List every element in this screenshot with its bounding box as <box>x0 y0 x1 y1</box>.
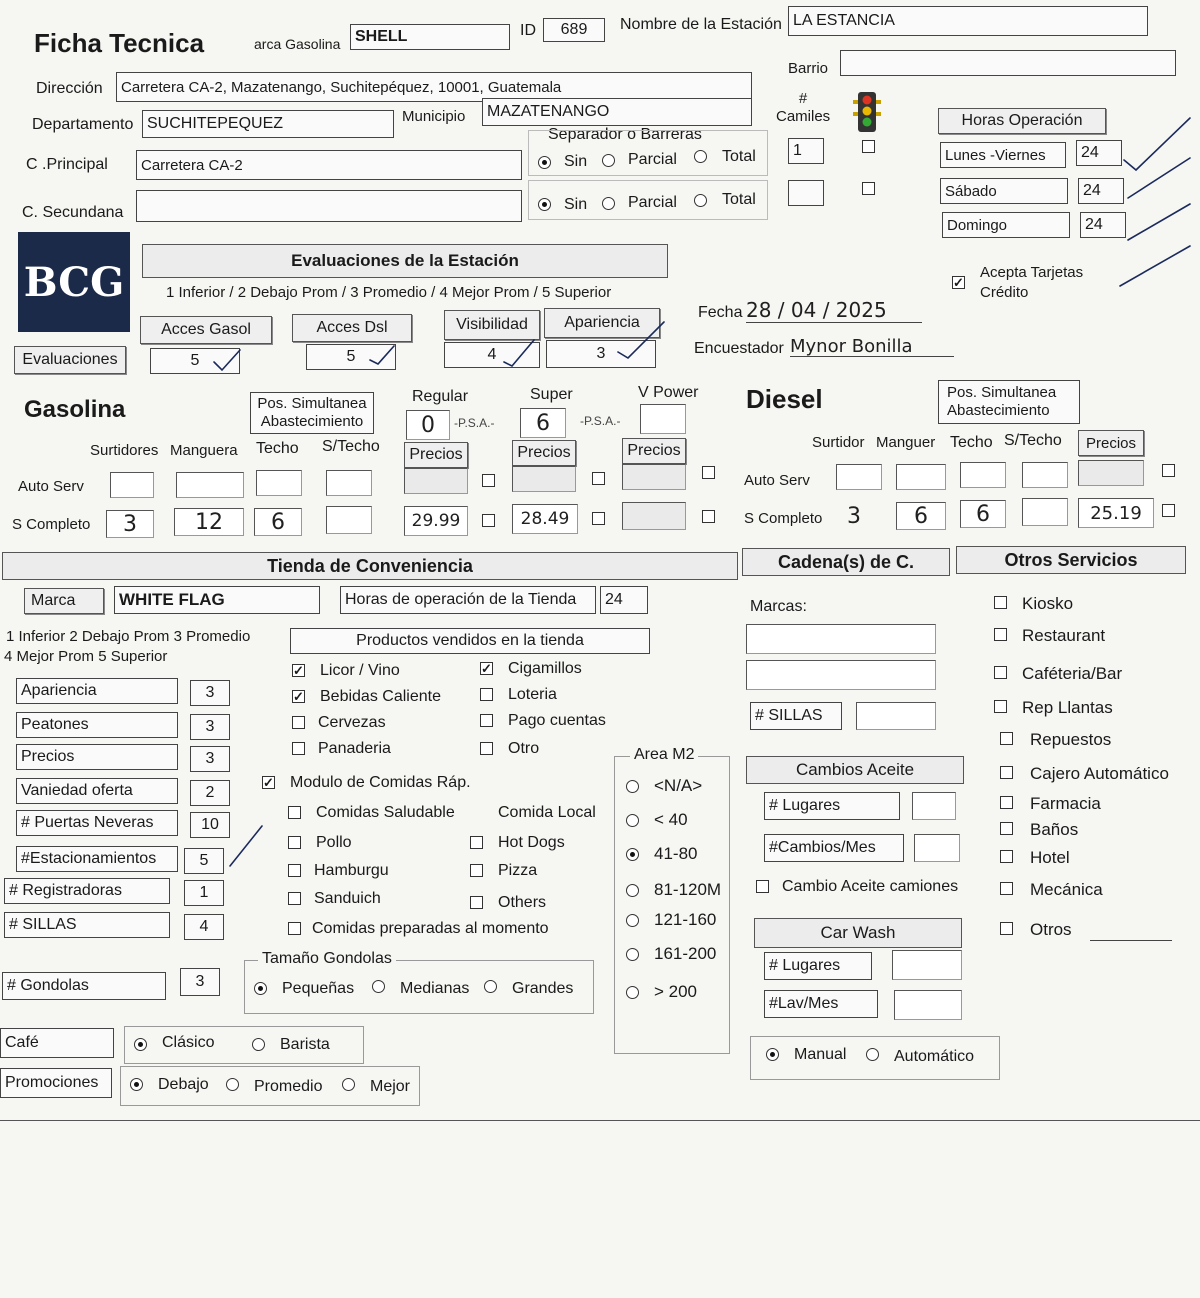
diesel-sc-precio-value: 25.19 <box>1090 502 1142 524</box>
calle-secundaria-label: C. Secundana <box>22 204 124 221</box>
diesel-sc-surtidor-value[interactable]: 3 <box>847 503 861 529</box>
evaluaciones-title: Evaluaciones de la Estación <box>142 244 668 278</box>
others-label: Others <box>498 894 547 911</box>
rating-label-6: # Registradoras <box>4 878 170 904</box>
cadena-sillas-label: # SILLAS <box>750 702 842 730</box>
hotdogs-label: Hot Dogs <box>498 834 565 851</box>
regular-pos-value: 0 <box>421 412 435 438</box>
visibilidad-label: Visibilidad <box>444 310 540 340</box>
apariencia-field[interactable]: 3 <box>546 340 656 368</box>
diesel-pos-line2: Abastecimiento <box>947 402 1050 419</box>
separador2-total-label: Total <box>722 191 756 208</box>
area-option-label-0: <N/A> <box>654 776 703 795</box>
encuestador-value[interactable]: Mynor Bonilla <box>790 335 913 357</box>
gasolina-pos-line2: Abastecimiento <box>260 413 364 430</box>
sc-surtidores-value: 3 <box>123 511 137 537</box>
rating-value-2[interactable]: 3 <box>190 746 230 772</box>
cafe-label: Café <box>0 1028 114 1058</box>
super-psa-label: -P.S.A.- <box>580 414 621 428</box>
promociones-label: Promociones <box>0 1068 112 1098</box>
fecha-value[interactable]: 28 / 04 / 2025 <box>746 298 887 322</box>
rating-value-1[interactable]: 3 <box>190 714 230 740</box>
sc-regular-precio-value: 29.99 <box>411 511 461 531</box>
rating-label-7: # SILLAS <box>4 912 170 938</box>
lav-mes-label: #Lav/Mes <box>764 990 878 1018</box>
stecho-label: S/Techo <box>322 438 380 455</box>
marca-gasolina-field[interactable]: SHELL <box>350 24 510 50</box>
otros-servicios-title: Otros Servicios <box>956 546 1186 574</box>
barista-label: Barista <box>280 1036 330 1053</box>
separador1-sin-label: Sin <box>564 153 588 170</box>
tienda-scale-1: 1 Inferior 2 Debajo Prom 3 Promedio <box>6 628 251 645</box>
separador1-parcial-label: Parcial <box>628 151 677 168</box>
pizza-label: Pizza <box>498 862 538 879</box>
direccion-label: Dirección <box>36 80 103 97</box>
comida-local-label: Comida Local <box>498 804 596 821</box>
rating-value-0[interactable]: 3 <box>190 680 230 706</box>
automatico-label: Automático <box>894 1048 975 1065</box>
separador-title: Separador o Barreras <box>548 126 702 143</box>
rating-label-1: Peatones <box>16 712 178 738</box>
sabado-field[interactable]: 24 <box>1078 178 1124 204</box>
otros-label-4: Repuestos <box>1030 730 1112 749</box>
area-option-label-5: 161-200 <box>654 944 717 963</box>
medianas-label: Medianas <box>400 980 470 997</box>
manguera-label: Manguera <box>170 442 238 459</box>
tamano-gondolas-title: Tamaño Gondolas <box>258 950 396 968</box>
bebidas-label: Bebidas Caliente <box>320 688 441 705</box>
nombre-estacion-label: Nombre de la Estación <box>620 16 782 33</box>
separador2-parcial-label: Parcial <box>628 194 677 211</box>
hw-check-estacionamientos <box>230 826 262 866</box>
municipio-label: Municipio <box>402 108 466 125</box>
pago-cuentas-label: Pago cuentas <box>508 712 606 729</box>
rating-label-2: Precios <box>16 744 178 770</box>
form-bottom-border <box>0 1120 1200 1121</box>
rating-value-3[interactable]: 2 <box>190 780 230 806</box>
area-option-label-4: 121-160 <box>654 910 717 929</box>
diesel-sc-techo-value: 6 <box>976 501 990 527</box>
diesel-auto-serv-label: Auto Serv <box>744 472 810 489</box>
domingo-field[interactable]: 24 <box>1080 212 1126 238</box>
direccion-field[interactable]: Carretera CA-2, Mazatenango, Suchitepéquez, 10001, Guatemala <box>116 72 752 102</box>
hw-check-acces-gasol <box>214 350 240 370</box>
otros-label-8: Hotel <box>1030 848 1070 867</box>
regular-precios-header: Precios <box>404 442 468 468</box>
pequenas-label: Pequeñas <box>282 980 355 997</box>
productos-title: Productos vendidos en la tienda <box>290 628 650 654</box>
otros-label-1: Restaurant <box>1022 626 1106 645</box>
gasolina-pos-line1: Pos. Simultanea <box>257 395 367 412</box>
hw-check-tarjetas <box>1120 246 1190 286</box>
licor-label: Licor / Vino <box>320 662 400 679</box>
calle-principal-field[interactable]: Carretera CA-2 <box>136 150 522 180</box>
departamento-label: Departamento <box>32 116 134 133</box>
area-option-label-2: 41-80 <box>654 844 698 863</box>
panaderia-label: Panaderia <box>318 740 391 757</box>
sc-super-precio-value: 28.49 <box>520 509 570 529</box>
acces-dsl-field[interactable]: 5 <box>306 344 396 370</box>
vpower-precios-header: Precios <box>622 438 686 464</box>
pollo-label: Pollo <box>316 834 352 851</box>
vpower-label: V Power <box>638 384 699 401</box>
sabado-label: Sábado <box>940 178 1068 204</box>
otros-label-7: Baños <box>1030 820 1079 839</box>
acepta-tarjetas-label: Acepta Tarjetas <box>980 264 1084 281</box>
otros-label-0: Kiosko <box>1022 594 1074 613</box>
otros-label-10: Otros <box>1030 920 1072 939</box>
otros-label-9: Mecánica <box>1030 880 1103 899</box>
regular-psa-label: -P.S.A.- <box>454 416 495 430</box>
encuestador-label: Encuestador <box>694 340 784 357</box>
separador2-sin-label: Sin <box>564 196 588 213</box>
gondolas-label: # Gondolas <box>2 972 166 1000</box>
surtidores-label: Surtidores <box>90 442 159 459</box>
acces-gasol-field[interactable]: 5 <box>150 348 240 374</box>
diesel-surtidor-label: Surtidor <box>812 434 865 451</box>
saludable-label: Comidas Saludable <box>316 804 455 821</box>
cambio-camiones-label: Cambio Aceite camiones <box>782 878 959 895</box>
clasico-label: Clásico <box>162 1034 215 1051</box>
acepta-credito-label: Crédito <box>980 284 1029 301</box>
sanduich-label: Sanduich <box>314 890 381 907</box>
rating-value-6[interactable]: 1 <box>184 880 224 906</box>
super-label: Super <box>530 386 573 403</box>
apariencia-label: Apariencia <box>544 308 660 338</box>
diesel-techo-label: Techo <box>950 434 993 451</box>
separador1-total-label: Total <box>722 148 756 165</box>
mejor-label: Mejor <box>370 1078 411 1095</box>
diesel-s-completo-label: S Completo <box>744 510 823 527</box>
modulo-comidas-label: Modulo de Comidas Ráp. <box>290 774 471 791</box>
hw-check-acces-dsl <box>370 346 394 364</box>
cervezas-label: Cervezas <box>318 714 386 731</box>
cigarrillos-label: Cigamillos <box>508 660 582 677</box>
hw-check-domingo <box>1128 204 1190 240</box>
otros-label-3: Rep Llantas <box>1022 698 1113 717</box>
hw-check-visibilidad <box>504 340 534 366</box>
rating-value-7[interactable]: 4 <box>184 914 224 940</box>
preparadas-label: Comidas preparadas al momento <box>312 920 549 937</box>
id-field[interactable]: 689 <box>543 18 605 42</box>
hw-check-sabado <box>1128 158 1190 198</box>
tienda-horas-label: Horas de operación de la Tienda <box>340 586 596 614</box>
gondolas-field[interactable]: 3 <box>180 968 220 996</box>
diesel-title: Diesel <box>746 384 823 414</box>
calle-principal-label: C .Principal <box>26 156 108 173</box>
area-option-label-1: < 40 <box>654 810 688 829</box>
acces-gasol-label: Acces Gasol <box>140 316 272 344</box>
tienda-title: Tienda de Conveniencia <box>2 552 738 580</box>
evaluaciones-scale: 1 Inferior / 2 Debajo Prom / 3 Promedio / 4 Mejor Prom / 5 Superior <box>166 284 612 301</box>
debajo-label: Debajo <box>158 1076 209 1093</box>
rating-label-0: Apariencia <box>16 678 178 704</box>
diesel-sc-manguer-value: 6 <box>914 503 928 529</box>
diesel-pos-line1: Pos. Simultanea <box>947 384 1057 401</box>
otros-label-2: Caféteria/Bar <box>1022 664 1123 683</box>
cadena-title: Cadena(s) de C. <box>742 548 950 576</box>
visibilidad-field[interactable]: 4 <box>444 342 540 368</box>
page-title: Ficha Tecnica <box>34 28 205 58</box>
regular-label: Regular <box>412 388 469 405</box>
hw-check-apariencia <box>618 322 664 358</box>
marca-gasolina-label: arca Gasolina <box>254 36 341 52</box>
cambios-aceite-title: Cambios Aceite <box>746 756 964 784</box>
otro-label: Otro <box>508 740 540 757</box>
manual-label: Manual <box>794 1046 847 1063</box>
sc-techo-value: 6 <box>271 509 285 535</box>
grandes-label: Grandes <box>512 980 574 997</box>
departamento-field[interactable]: SUCHITEPEQUEZ <box>142 110 394 138</box>
municipio-field[interactable]: MAZATENANGO <box>482 98 752 126</box>
camiones-field-1[interactable]: 1 <box>788 138 824 164</box>
evaluaciones-button[interactable]: Evaluaciones <box>14 346 126 374</box>
area-option-label-3: 81-120M <box>654 880 722 899</box>
tienda-horas-field[interactable]: 24 <box>600 586 648 614</box>
rating-label-5: #Estacionamientos <box>16 846 178 872</box>
lunes-viernes-field[interactable]: 24 <box>1076 140 1122 166</box>
loteria-label: Loteria <box>508 686 557 703</box>
otros-label-5: Cajero Automático <box>1030 764 1169 783</box>
lunes-viernes-label: Lunes -Viernes <box>940 142 1066 168</box>
diesel-stecho-label: S/Techo <box>1004 432 1062 449</box>
nombre-estacion-field[interactable]: LA ESTANCIA <box>788 6 1148 36</box>
barrio-label: Barrio <box>788 60 829 77</box>
cambios-mes-label: #Cambios/Mes <box>764 834 904 862</box>
tienda-marca-label: Marca <box>24 588 104 614</box>
id-label: ID <box>520 22 536 39</box>
bcg-logo: BCG <box>18 232 130 332</box>
area-m2-title: Area M2 <box>630 746 698 764</box>
super-precios-header: Precios <box>512 440 576 466</box>
acces-dsl-label: Acces Dsl <box>292 314 412 342</box>
rating-label-4: # Puertas Neveras <box>16 810 178 836</box>
hamburgu-label: Hamburgu <box>314 862 389 879</box>
area-option-label-6: > 200 <box>654 982 698 1001</box>
domingo-label: Domingo <box>942 212 1070 238</box>
sc-manguera-value: 12 <box>195 509 223 535</box>
rating-value-5[interactable]: 5 <box>184 848 224 874</box>
tienda-marca-field[interactable]: WHITE FLAG <box>114 586 320 614</box>
fecha-label: Fecha <box>698 304 743 321</box>
cambios-lugares-label: # Lugares <box>764 792 900 820</box>
hw-check-lunes <box>1124 118 1190 170</box>
rating-value-4[interactable]: 10 <box>190 812 230 838</box>
gasolina-title: Gasolina <box>24 396 126 423</box>
carwash-lugares-label: # Lugares <box>764 952 872 980</box>
diesel-manguer-label: Manguer <box>876 434 936 451</box>
car-wash-title: Car Wash <box>754 918 962 948</box>
horas-operacion-title: Horas Operación <box>938 108 1106 134</box>
promedio-label: Promedio <box>254 1078 323 1095</box>
rating-label-3: Vaniedad oferta <box>16 778 178 804</box>
auto-serv-label: Auto Serv <box>18 478 84 495</box>
s-completo-label: S Completo <box>12 516 91 533</box>
techo-label: Techo <box>256 440 299 457</box>
tienda-scale-2: 4 Mejor Prom 5 Superior <box>4 648 168 665</box>
camiones-label: # Camiles <box>776 90 831 125</box>
otros-label-6: Farmacia <box>1030 794 1101 813</box>
marcas-label: Marcas: <box>750 598 807 615</box>
diesel-precios-header: Precios <box>1078 430 1144 456</box>
super-pos-value: 6 <box>536 410 550 436</box>
